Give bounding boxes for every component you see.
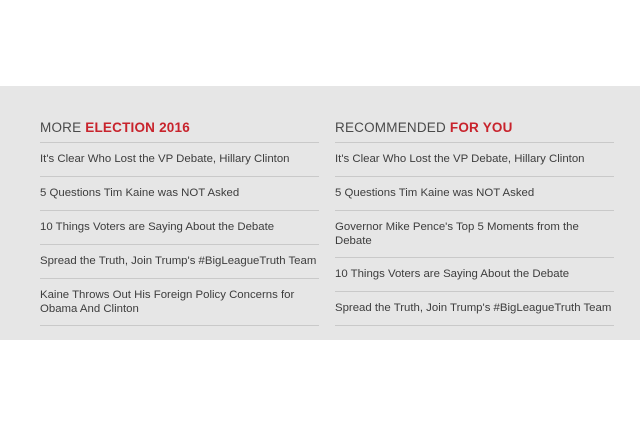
article-link[interactable]: It's Clear Who Lost the VP Debate, Hillary Clinton bbox=[335, 143, 614, 177]
related-articles-panel bbox=[0, 86, 640, 340]
more-election-heading bbox=[40, 120, 190, 135]
article-link[interactable]: 10 Things Voters are Saying About the Debate bbox=[40, 211, 319, 245]
article-link[interactable]: Spread the Truth, Join Trump's #BigLeagueTruth Team bbox=[40, 245, 319, 279]
more-election-list bbox=[40, 142, 319, 326]
article-link[interactable]: Spread the Truth, Join Trump's #BigLeagueTruth Team bbox=[335, 292, 614, 326]
article-link[interactable]: Kaine Throws Out His Foreign Policy Concerns for Obama And Clinton bbox=[40, 279, 319, 326]
article-link[interactable]: 5 Questions Tim Kaine was NOT Asked bbox=[335, 177, 614, 211]
recommended-heading-accent: FOR YOU bbox=[449, 120, 513, 135]
article-link[interactable]: Governor Mike Pence's Top 5 Moments from the Debate bbox=[335, 211, 614, 258]
article-link[interactable]: It's Clear Who Lost the VP Debate, Hillary Clinton bbox=[40, 143, 319, 177]
recommended-heading bbox=[335, 120, 513, 135]
more-election-heading-accent: ELECTION 2016 bbox=[85, 120, 190, 135]
article-link[interactable]: 5 Questions Tim Kaine was NOT Asked bbox=[40, 177, 319, 211]
more-election-heading-prefix: MORE bbox=[40, 120, 82, 135]
recommended-list bbox=[335, 142, 614, 326]
recommended-heading-prefix: RECOMMENDED bbox=[335, 120, 446, 135]
article-link[interactable]: 10 Things Voters are Saying About the Debate bbox=[335, 258, 614, 292]
